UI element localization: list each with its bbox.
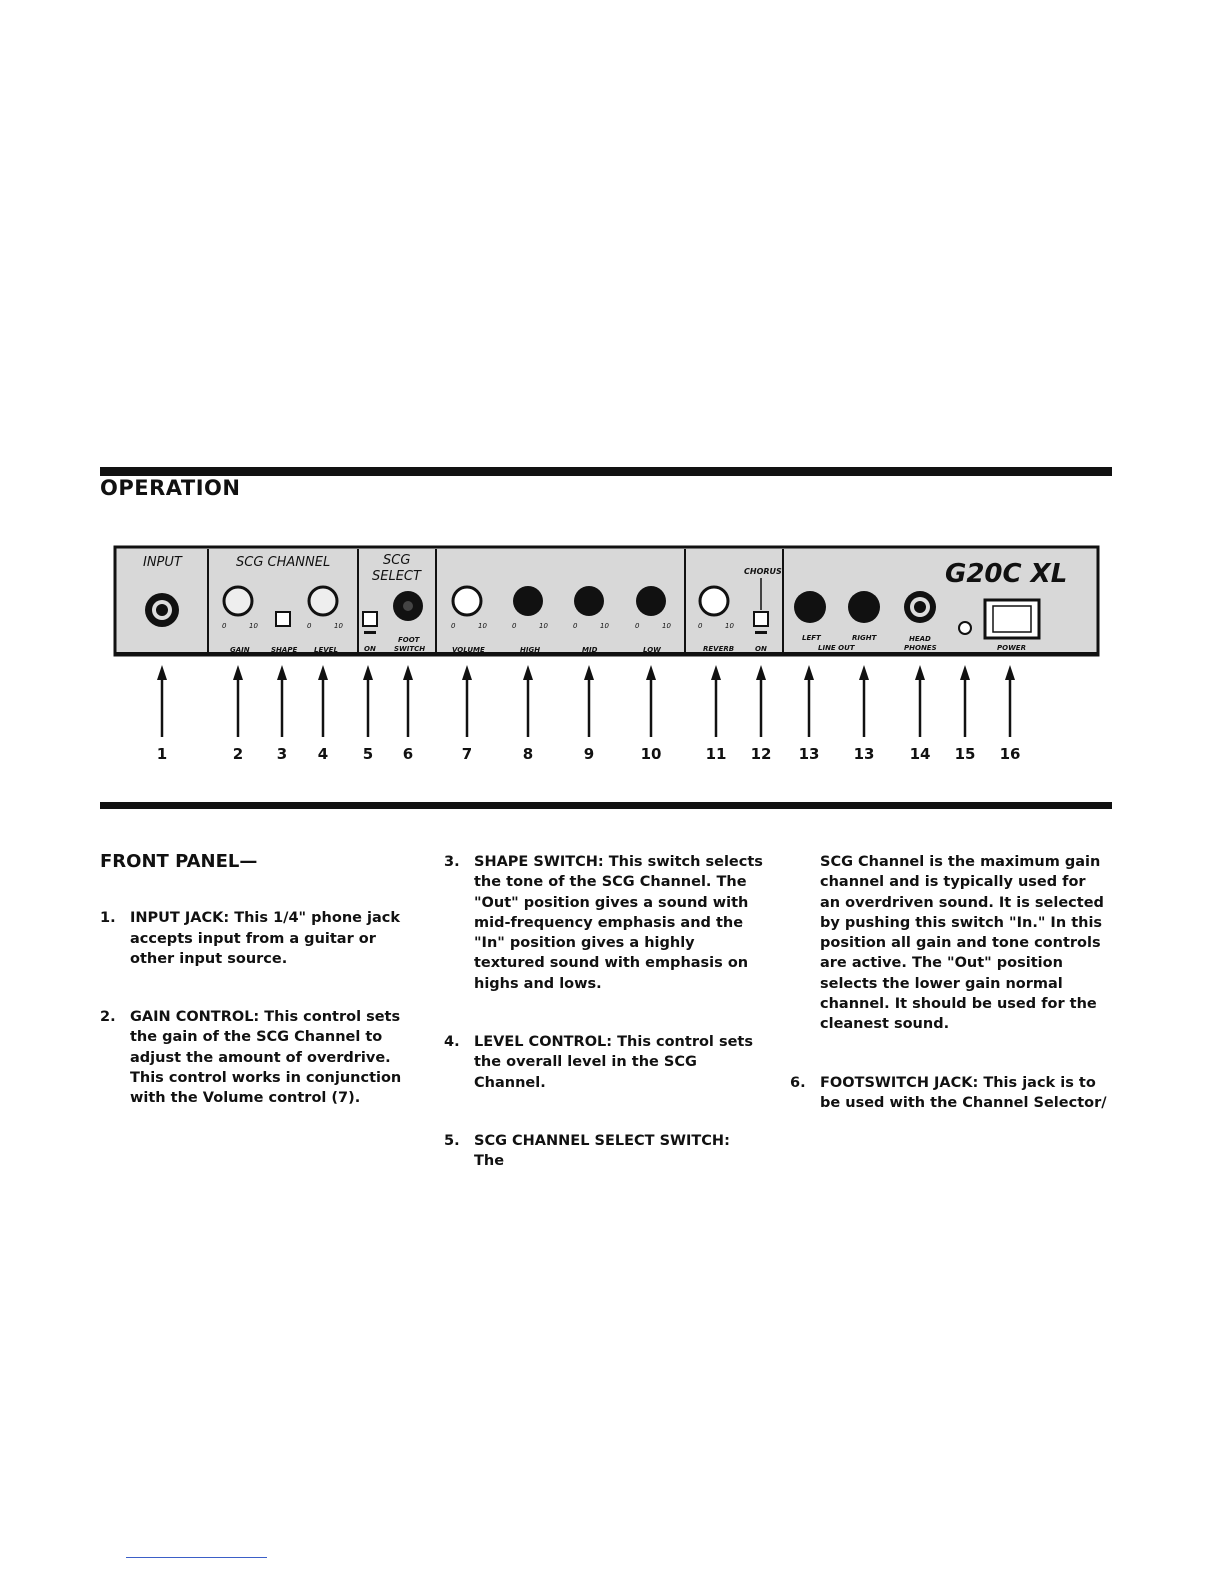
callout-number-5: 5 bbox=[362, 745, 374, 763]
svg-text:SHAPE: SHAPE bbox=[271, 646, 298, 654]
column-2 bbox=[444, 852, 764, 1172]
bottom-rule bbox=[100, 802, 1112, 809]
svg-text:0: 0 bbox=[222, 622, 227, 630]
high-knob bbox=[513, 586, 543, 616]
callout-number-9: 9 bbox=[583, 745, 595, 763]
item-level-control: 4. LEVEL CONTROL: This control sets the overall level in the SCG Channel. bbox=[444, 1034, 753, 1091]
callout-arrowhead-16 bbox=[960, 665, 970, 680]
volume-knob bbox=[453, 587, 481, 615]
svg-text:FOOT: FOOT bbox=[398, 636, 420, 644]
callout-arrowhead-3 bbox=[277, 665, 287, 680]
label-scg-select-1: SCG bbox=[383, 553, 411, 568]
callout-number-12: 12 bbox=[750, 745, 772, 763]
svg-text:HEAD: HEAD bbox=[909, 635, 931, 643]
callout-arrowhead-12 bbox=[756, 665, 766, 680]
svg-text:PHONES: PHONES bbox=[904, 644, 937, 652]
footnote-rule bbox=[126, 1557, 267, 1558]
item-scg-channel-select: 5. SCG CHANNEL SELECT SWITCH: The bbox=[444, 1132, 730, 1170]
svg-text:SWITCH: SWITCH bbox=[394, 645, 426, 653]
level-knob bbox=[309, 587, 337, 615]
callout-arrowhead-10 bbox=[646, 665, 656, 680]
callout-arrowhead-13 bbox=[804, 665, 814, 680]
callout-number-11: 11 bbox=[705, 745, 727, 763]
callout-arrowhead-7 bbox=[462, 665, 472, 680]
svg-text:0: 0 bbox=[307, 622, 312, 630]
callout-number-8: 8 bbox=[522, 745, 534, 763]
label-scg-channel: SCG CHANNEL bbox=[236, 555, 331, 570]
model-name: G20C XL bbox=[945, 559, 1068, 589]
callout-arrowhead-17 bbox=[1005, 665, 1015, 680]
reverb-knob bbox=[700, 587, 728, 615]
svg-text:MID: MID bbox=[582, 646, 598, 654]
svg-text:10: 10 bbox=[600, 622, 609, 630]
front-panel-diagram bbox=[0, 540, 1224, 780]
svg-text:LOW: LOW bbox=[643, 646, 661, 654]
callout-number-2: 2 bbox=[232, 745, 244, 763]
item-gain-control: 2. GAIN CONTROL: This control sets the gain of the SCG Channel to adjust the amount of overdrive. This control works in conjunction with the Volume control (7). bbox=[100, 1009, 402, 1107]
item-footswitch-jack: 6. FOOTSWITCH JACK: This jack is to be used with the Channel Selector/ bbox=[790, 1074, 1107, 1111]
svg-text:VOLUME: VOLUME bbox=[452, 646, 485, 654]
callout-number-16: 15 bbox=[954, 745, 976, 763]
line-out-right-jack bbox=[848, 591, 880, 623]
chorus-switch bbox=[754, 612, 768, 626]
svg-text:LEVEL: LEVEL bbox=[314, 646, 338, 654]
shape-switch bbox=[276, 612, 290, 626]
item-shape-switch: 3. SHAPE SWITCH: This switch selects the tone of the SCG Channel. The "Out" position gives a sound with mid-frequency emphasis and the "In" position gives a highly textured sound with emphasis on highs and lows. bbox=[444, 854, 763, 992]
callout-arrowhead-2 bbox=[233, 665, 243, 680]
line-out-left-jack bbox=[794, 591, 826, 623]
callout-number-1: 1 bbox=[156, 745, 168, 763]
svg-text:0: 0 bbox=[573, 622, 578, 630]
callout-number-14: 13 bbox=[853, 745, 875, 763]
callout-arrowhead-11 bbox=[711, 665, 721, 680]
low-knob bbox=[636, 586, 666, 616]
callout-number-17: 16 bbox=[999, 745, 1021, 763]
svg-text:RIGHT: RIGHT bbox=[852, 634, 877, 642]
svg-text:0: 0 bbox=[635, 622, 640, 630]
section-title: OPERATION bbox=[100, 476, 241, 500]
item-scg-channel-select-continued: SCG Channel is the maximum gain channel and is typically used for an overdriven sound. It is selected by pushing this switch "In." In this position all gain and tone controls are active. The "Out" position selects the lower gain normal channel. It should be used for the cleanest sound. bbox=[820, 854, 1104, 1033]
callout-arrowhead-9 bbox=[584, 665, 594, 680]
callout-arrowhead-15 bbox=[915, 665, 925, 680]
svg-text:GAIN: GAIN bbox=[230, 646, 250, 654]
svg-text:ON: ON bbox=[364, 645, 376, 653]
svg-text:0: 0 bbox=[512, 622, 517, 630]
front-panel-heading: FRONT PANEL— bbox=[100, 851, 258, 872]
gain-knob bbox=[224, 587, 252, 615]
svg-text:10: 10 bbox=[478, 622, 487, 630]
item-input-jack: 1. INPUT JACK: This 1/4" phone jack accepts input from a guitar or other input source. bbox=[100, 910, 401, 967]
label-input: INPUT bbox=[143, 555, 182, 570]
svg-text:10: 10 bbox=[334, 622, 343, 630]
callout-number-13: 13 bbox=[798, 745, 820, 763]
mid-knob bbox=[574, 586, 604, 616]
top-rule bbox=[100, 467, 1112, 476]
svg-text:10: 10 bbox=[725, 622, 734, 630]
svg-text:0: 0 bbox=[698, 622, 703, 630]
callout-number-4: 4 bbox=[317, 745, 329, 763]
svg-text:LEFT: LEFT bbox=[802, 634, 821, 642]
callout-number-7: 7 bbox=[461, 745, 473, 763]
callout-arrowhead-14 bbox=[859, 665, 869, 680]
svg-text:0: 0 bbox=[451, 622, 456, 630]
callout-number-3: 3 bbox=[276, 745, 288, 763]
callout-number-6: 6 bbox=[402, 745, 414, 763]
column-1 bbox=[100, 852, 420, 1109]
callout-number-10: 10 bbox=[640, 745, 662, 763]
column-3 bbox=[790, 852, 1110, 1113]
callout-number-15: 14 bbox=[909, 745, 931, 763]
svg-text:REVERB: REVERB bbox=[703, 645, 735, 653]
svg-text:HIGH: HIGH bbox=[520, 646, 541, 654]
callout-arrowhead-1 bbox=[157, 665, 167, 680]
callout-arrowhead-5 bbox=[363, 665, 373, 680]
callout-arrowhead-4 bbox=[318, 665, 328, 680]
svg-text:LINE OUT: LINE OUT bbox=[818, 644, 855, 652]
label-scg-select-2: SELECT bbox=[372, 569, 421, 584]
svg-text:10: 10 bbox=[539, 622, 548, 630]
svg-text:ON: ON bbox=[755, 645, 767, 653]
callout-arrowhead-8 bbox=[523, 665, 533, 680]
svg-text:10: 10 bbox=[662, 622, 671, 630]
power-led bbox=[959, 622, 971, 634]
label-chorus: CHORUS bbox=[744, 567, 782, 576]
svg-text:POWER: POWER bbox=[997, 644, 1026, 652]
callout-arrowhead-6 bbox=[403, 665, 413, 680]
scg-select-switch bbox=[363, 612, 377, 626]
svg-text:10: 10 bbox=[249, 622, 258, 630]
